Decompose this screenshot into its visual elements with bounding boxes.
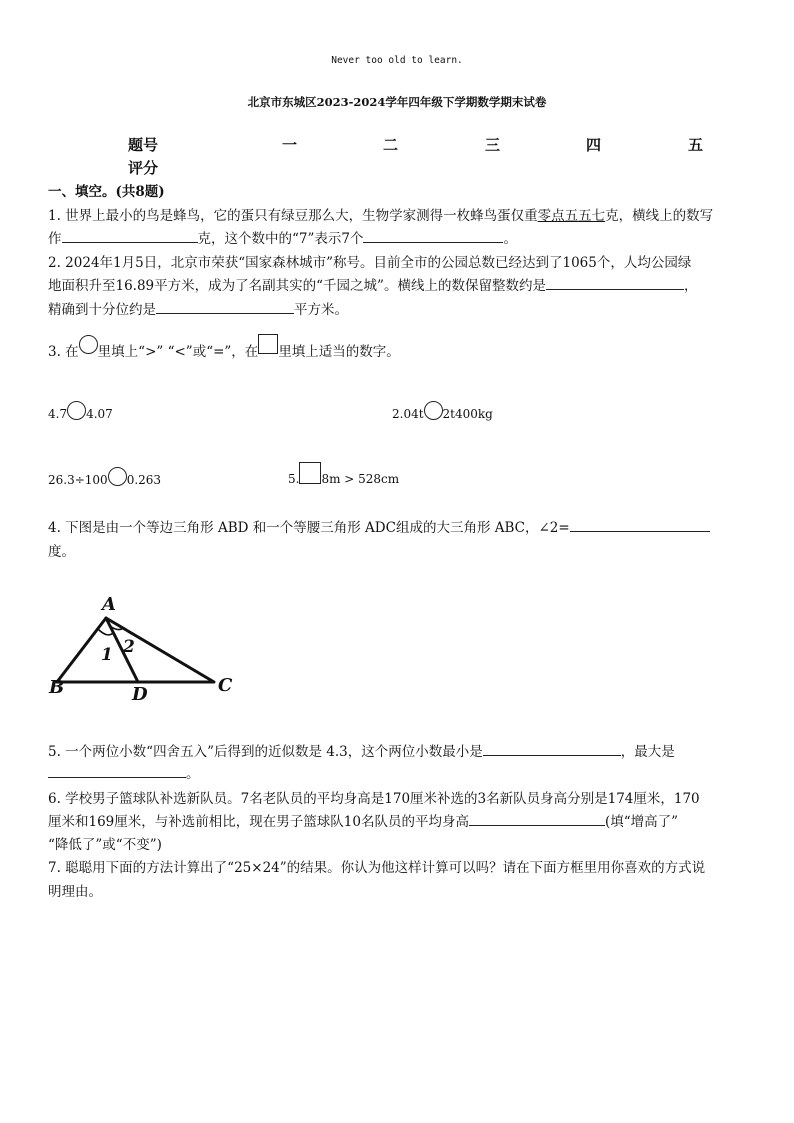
q5-text-a: 5. 一个两位小数“四舍五入”后得到的近似数是 4.3，这个两位小数最小是 — [48, 744, 483, 760]
question-7-line-1: 7. 聪聪用下面的方法计算出了“25×24”的结果。你认为他这样计算可以吗？请在下面方框里用你喜欢的方式说 — [48, 860, 706, 876]
score-row-label-number: 题号 — [128, 136, 159, 154]
q1-answer-blank-2[interactable] — [363, 228, 503, 243]
q2-text-d: 平方米。 — [294, 302, 348, 318]
q3-e1-compare-circle[interactable] — [67, 401, 86, 420]
question-1-line-2 — [48, 227, 517, 247]
circle-symbol-icon — [79, 335, 98, 354]
question-4-line-2: 度。 — [48, 544, 75, 560]
score-col-3: 三 — [485, 136, 501, 154]
q3-e3-right: 0.263 — [126, 473, 162, 487]
label-b: B — [49, 677, 65, 698]
q5-text-c: 。 — [186, 766, 200, 782]
label-d: D — [132, 684, 148, 705]
question-7-line-2: 明理由。 — [48, 884, 102, 900]
q4-text-a: 4. 下图是由一个等边三角形 ABD 和一个等腰三角形 ADC组成的大三角形 ABC，∠2= — [48, 520, 570, 536]
question-3-line — [48, 334, 400, 360]
q5-answer-blank-1[interactable] — [483, 741, 621, 756]
triangle-abc — [57, 618, 214, 682]
score-col-1: 一 — [282, 136, 298, 154]
header-motto: Never too old to learn. — [331, 55, 463, 66]
label-angle-2: 2 — [123, 637, 135, 657]
q4-answer-blank[interactable] — [570, 517, 710, 532]
score-col-2: 二 — [383, 136, 399, 154]
q6-text-b: (填“增高了” — [604, 814, 679, 830]
question-1-line-1 — [48, 204, 713, 224]
q2-text-a: 地面积升至16.89平方米，成为了名副其实的“千园之城”。横线上的数保留整数约是 — [48, 278, 546, 294]
q3-e4-digit-box[interactable] — [299, 462, 321, 484]
q3-expression-2 — [392, 401, 493, 421]
question-2-line-3 — [48, 298, 348, 318]
q1-text-a: 1. 世界上最小的鸟是蜂鸟，它的蛋只有绿豆那么大，生物学家测得一枚蜂鸟蛋仅重 — [48, 208, 538, 224]
q3-e2-compare-circle[interactable] — [424, 401, 443, 420]
question-5-line-1 — [48, 740, 675, 760]
q3-e4-right: 8m > 528cm — [321, 472, 400, 486]
question-6-line-3: “降低了”或“不变”) — [48, 837, 162, 853]
label-angle-1: 1 — [101, 645, 113, 665]
question-6-line-1: 6. 学校男子篮球队补选新队员。7名老队员的平均身高是170厘米补选的3名新队员身高分别是174厘米，170 — [48, 791, 700, 807]
q3-expression-4 — [288, 462, 399, 486]
q3-e1-left: 4.7 — [48, 407, 68, 421]
triangle-figure — [48, 590, 248, 706]
q1-text-c: 作 — [48, 231, 62, 247]
q3-expression-3 — [48, 467, 161, 487]
q3-expression-1 — [48, 401, 113, 421]
q3-e2-right: 2t400kg — [442, 407, 493, 421]
q3-e3-left: 26.3÷100 — [48, 473, 108, 487]
square-symbol-icon — [258, 334, 278, 354]
q6-answer-blank[interactable] — [469, 811, 605, 826]
q6-text-a: 厘米和169厘米，与补选前相比，现在男子篮球队10名队员的平均身高 — [48, 814, 469, 830]
q5-answer-blank-2[interactable] — [48, 763, 186, 778]
q2-answer-blank-1[interactable] — [546, 275, 684, 290]
label-c: C — [218, 675, 233, 696]
q3-text-b: 里填上“>” “<”或“=”，在 — [97, 344, 259, 360]
question-2-line-1: 2. 2024年1月5日，北京市荣获“国家森林城市”称号。目前全市的公园总数已经达到了1065个，人均公园绿 — [48, 255, 692, 271]
q1-text-d: 克，这个数中的“7”表示7个 — [197, 231, 364, 247]
exam-title: 北京市东城区2023-2024学年四年级下学期数学期末试卷 — [247, 95, 547, 109]
q3-e1-right: 4.07 — [86, 407, 113, 421]
question-6-line-2 — [48, 810, 678, 830]
q3-e4-left: 5. — [288, 472, 300, 486]
q1-text-e: 。 — [503, 231, 517, 247]
q3-e3-compare-circle[interactable] — [108, 467, 127, 486]
question-5-line-2 — [48, 762, 200, 782]
q3-text-a: 3. 在 — [48, 344, 79, 360]
question-2-line-2 — [48, 274, 697, 294]
label-a: A — [102, 594, 116, 615]
q2-answer-blank-2[interactable] — [156, 299, 294, 314]
q2-text-b: ， — [683, 278, 698, 294]
question-4-line-1 — [48, 516, 710, 536]
q1-underlined-number: 零点五五七 — [537, 208, 606, 224]
score-col-5: 五 — [688, 136, 704, 154]
section-title: 一、填空。(共8题) — [48, 184, 165, 200]
q1-text-b: 克，横线上的数写 — [605, 208, 714, 224]
q5-text-b: ，最大是 — [620, 744, 675, 760]
score-col-4: 四 — [586, 136, 602, 154]
q1-answer-blank-1[interactable] — [62, 228, 198, 243]
score-row-label-score: 评分 — [128, 159, 159, 177]
q2-text-c: 精确到十分位约是 — [48, 302, 156, 318]
q3-text-c: 里填上适当的数字。 — [278, 344, 400, 360]
q3-e2-left: 2.04t — [392, 407, 424, 421]
